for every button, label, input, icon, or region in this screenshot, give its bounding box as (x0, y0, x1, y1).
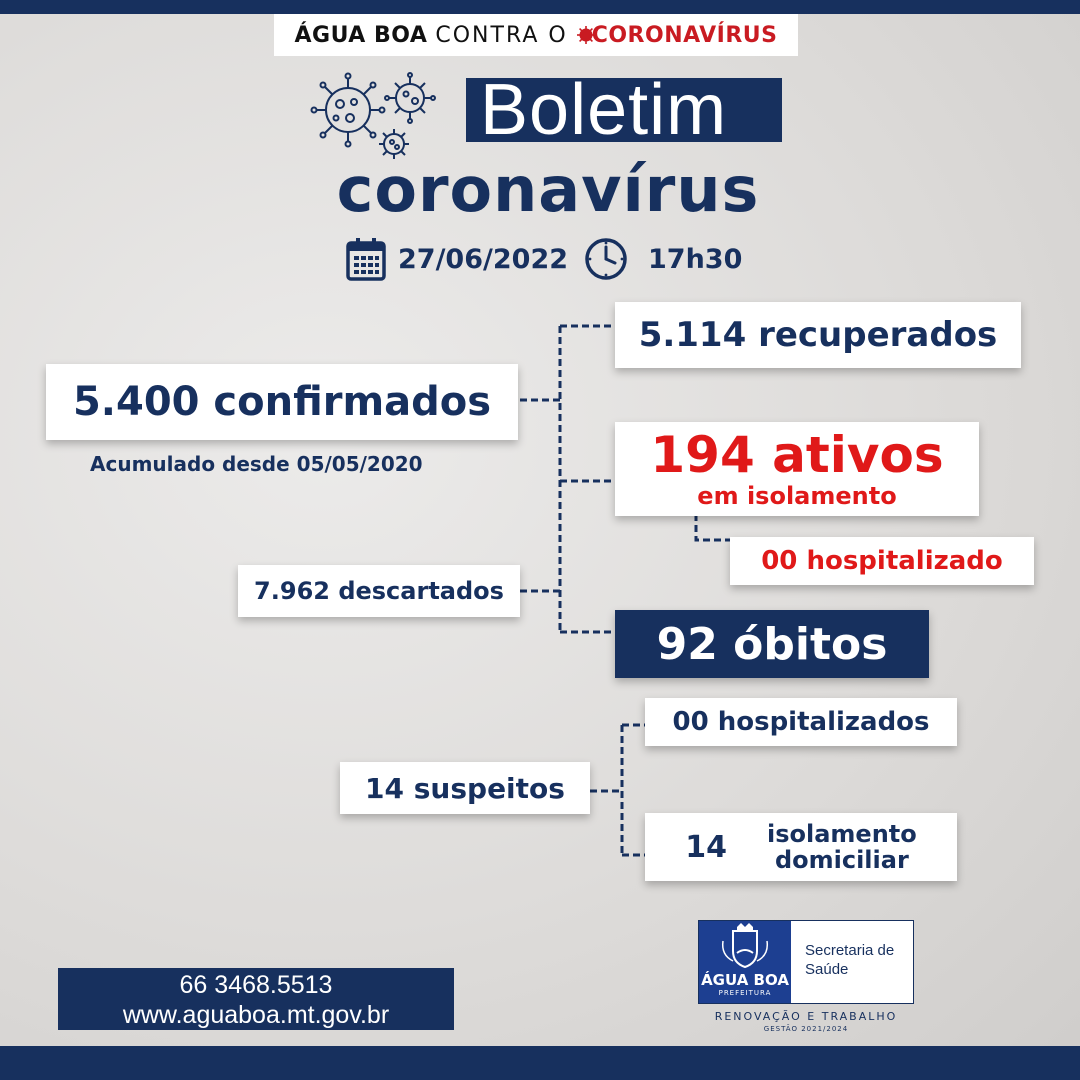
bulletin-date: 27/06/2022 (398, 243, 569, 275)
motto: RENOVAÇÃO E TRABALHO (714, 1010, 898, 1023)
hospitalizado-card: 00 hospitalizado (730, 537, 1034, 585)
contact-website[interactable]: www.aguaboa.mt.gov.br (122, 1001, 390, 1029)
bulletin-time: 17h30 (648, 243, 743, 275)
badge-coronavirus: CORONAVÍRUS (576, 23, 778, 48)
isolamento-domiciliar-card (645, 813, 957, 881)
ativos-subtitle: em isolamento (697, 482, 897, 510)
acumulado-note: Acumulado desde 05/05/2020 (90, 452, 423, 476)
title-boletim: Boletim (480, 70, 728, 150)
recuperados-card: 5.114 recuperados (615, 302, 1021, 368)
suspeitos-hospitalizados-card: 00 hospitalizados (645, 698, 957, 746)
isolamento-count: 14 (685, 829, 727, 865)
prefeitura-logo (698, 920, 914, 1004)
badge-contra: CONTRA O (435, 22, 568, 48)
ativos-count: 194 ativos (650, 426, 944, 484)
title-coronavirus: coronavírus (336, 153, 760, 226)
secretaria-label: Secretaria de Saúde (805, 942, 895, 978)
gestao: GESTÃO 2021/2024 (763, 1025, 849, 1033)
ativos-card (615, 422, 979, 516)
bottom-band (0, 1046, 1080, 1080)
contact-phone: 66 3468.5513 (179, 971, 333, 999)
obitos-card: 92 óbitos (615, 610, 929, 678)
city-crest-icon (699, 921, 791, 971)
confirmados-card: 5.400 confirmados (46, 364, 518, 440)
suspeitos-card: 14 suspeitos (340, 762, 590, 814)
logo-city-name: ÁGUA BOA (701, 971, 789, 989)
isolamento-label: isolamento domiciliar (766, 820, 917, 874)
logo-prefeitura: PREFEITURA (718, 989, 772, 997)
badge-city: ÁGUA BOA (294, 22, 428, 48)
descartados-card: 7.962 descartados (238, 565, 520, 617)
contact-box (58, 968, 454, 1030)
